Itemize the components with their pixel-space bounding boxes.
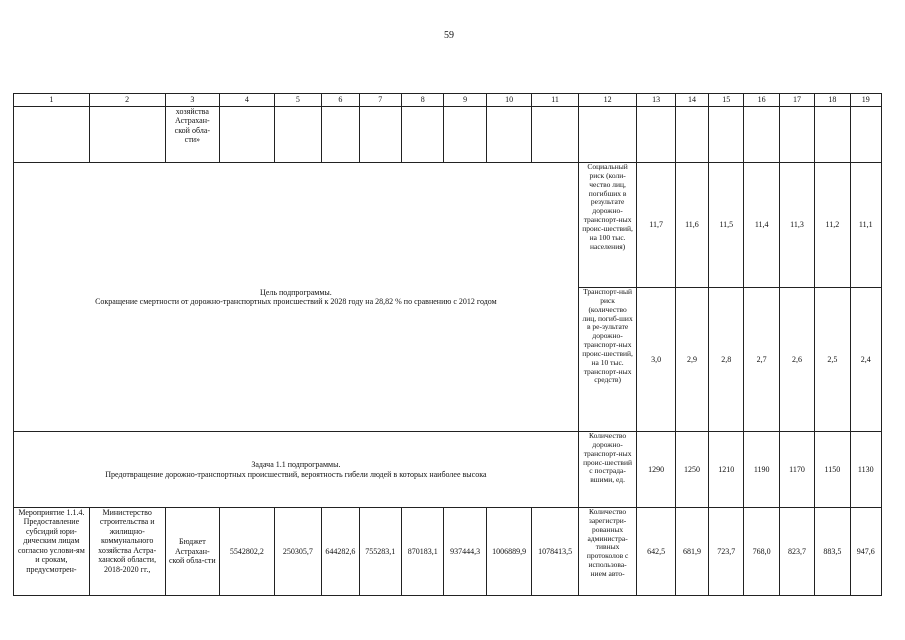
- col-header: 1: [14, 94, 90, 107]
- col-header: 2: [89, 94, 165, 107]
- cell: [675, 107, 708, 163]
- indicator-value: 2,6: [779, 288, 814, 432]
- goal-row-1: [14, 163, 882, 288]
- indicator-value: 11,1: [850, 163, 881, 288]
- indicator-value: 1250: [675, 432, 708, 508]
- indicator-value: 11,2: [815, 163, 850, 288]
- indicator-value: 1130: [850, 432, 881, 508]
- column-number-row: [14, 94, 882, 107]
- indicator-name: Количество дорожно-транспорт-ных проис-шествий с пострада-вшими, ед.: [578, 432, 637, 508]
- col-header: 17: [779, 94, 814, 107]
- col-header: 18: [815, 94, 850, 107]
- cell: [401, 107, 443, 163]
- goal-text: Сокращение смертности от дорожно-транспортных происшествий к 2028 году на 28,82 % по сравнению с 2012 годом: [95, 297, 497, 306]
- cell: [89, 107, 165, 163]
- measure-name: Мероприятие 1.1.4. Предоставление субсидий юри-дическим лицам согласно услови-ям и срокам, предусмотрен-: [14, 508, 90, 596]
- indicator-value: 2,4: [850, 288, 881, 432]
- indicator-name: Количество зарегистри-рованных администра-тивных протоколов с использова-нием авто-: [578, 508, 637, 596]
- col-header: 8: [401, 94, 443, 107]
- col-header: 4: [220, 94, 275, 107]
- indicator-value: 11,4: [744, 163, 779, 288]
- finance-value: 644282,6: [322, 508, 359, 596]
- indicator-value: 642,5: [637, 508, 675, 596]
- indicator-value: 2,7: [744, 288, 779, 432]
- col-header: 16: [744, 94, 779, 107]
- measure-executor: Министерство строительства и жилищно-коммунального хозяйства Астра-ханской области, 2018-2020 гг.,: [89, 508, 165, 596]
- budget-source-cell: хозяйства Астрахан-ской обла-сти»: [165, 107, 220, 163]
- task-cell: [14, 432, 579, 508]
- goal-title: Цель подпрограммы.: [260, 287, 332, 297]
- indicator-value: 1170: [779, 432, 814, 508]
- col-header: 12: [578, 94, 637, 107]
- indicator-value: 947,6: [850, 508, 881, 596]
- col-header: 15: [709, 94, 744, 107]
- cell: [815, 107, 850, 163]
- indicator-value: 2,9: [675, 288, 708, 432]
- measure-budget-source: Бюджет Астрахан-ской обла-сти: [165, 508, 220, 596]
- cell: [274, 107, 321, 163]
- cell: [486, 107, 531, 163]
- cell: [14, 107, 90, 163]
- col-header: 7: [359, 94, 401, 107]
- indicator-value: 1290: [637, 432, 675, 508]
- cell: [709, 107, 744, 163]
- indicator-value: 883,5: [815, 508, 850, 596]
- cell: [532, 107, 578, 163]
- col-header: 5: [274, 94, 321, 107]
- col-header: 10: [486, 94, 531, 107]
- col-header: 3: [165, 94, 220, 107]
- indicator-value: 11,7: [637, 163, 675, 288]
- indicator-name: Социальный риск (коли-чество лиц, погибших в результате дорожно-транспорт-ных проис-шествий, на 100 тыс. населения): [578, 163, 637, 288]
- program-table: [13, 93, 882, 596]
- cell: [444, 107, 486, 163]
- indicator-value: 2,5: [815, 288, 850, 432]
- indicator-name: Транспорт-ный риск (количество лиц, погиб-ших в ре-зультате дорожно-транспорт-ных проис-шествий, на 10 тыс. транспорт-ных средств): [578, 288, 637, 432]
- page-number: 59: [444, 30, 454, 41]
- col-header: 14: [675, 94, 708, 107]
- continuation-row: [14, 107, 882, 163]
- cell: [578, 107, 637, 163]
- task-title: Задача 1.1 подпрограммы.: [251, 460, 341, 470]
- measure-row: [14, 508, 882, 596]
- goal-cell: [14, 163, 579, 432]
- cell: [220, 107, 275, 163]
- cell: [322, 107, 359, 163]
- cell: [744, 107, 779, 163]
- cell: [359, 107, 401, 163]
- finance-value: 5542802,2: [220, 508, 275, 596]
- indicator-value: 11,3: [779, 163, 814, 288]
- cell: [850, 107, 881, 163]
- task-row: [14, 432, 882, 508]
- indicator-value: 823,7: [779, 508, 814, 596]
- finance-value: 1006889,9: [486, 508, 531, 596]
- indicator-value: 3,0: [637, 288, 675, 432]
- indicator-value: 1210: [709, 432, 744, 508]
- indicator-value: 2,8: [709, 288, 744, 432]
- finance-value: 755283,1: [359, 508, 401, 596]
- indicator-value: 681,9: [675, 508, 708, 596]
- finance-value: 870183,1: [401, 508, 443, 596]
- indicator-value: 1150: [815, 432, 850, 508]
- col-header: 13: [637, 94, 675, 107]
- col-header: 19: [850, 94, 881, 107]
- indicator-value: 723,7: [709, 508, 744, 596]
- task-text: Предотвращение дорожно-транспортных происшествий, вероятность гибели людей в которых наиболее высока: [105, 469, 487, 479]
- col-header: 11: [532, 94, 578, 107]
- finance-value: 937444,3: [444, 508, 486, 596]
- finance-value: 1078413,5: [532, 508, 578, 596]
- indicator-value: 1190: [744, 432, 779, 508]
- col-header: 9: [444, 94, 486, 107]
- finance-value: 250305,7: [274, 508, 321, 596]
- indicator-value: 11,5: [709, 163, 744, 288]
- col-header: 6: [322, 94, 359, 107]
- indicator-value: 768,0: [744, 508, 779, 596]
- indicator-value: 11,6: [675, 163, 708, 288]
- cell: [637, 107, 675, 163]
- cell: [779, 107, 814, 163]
